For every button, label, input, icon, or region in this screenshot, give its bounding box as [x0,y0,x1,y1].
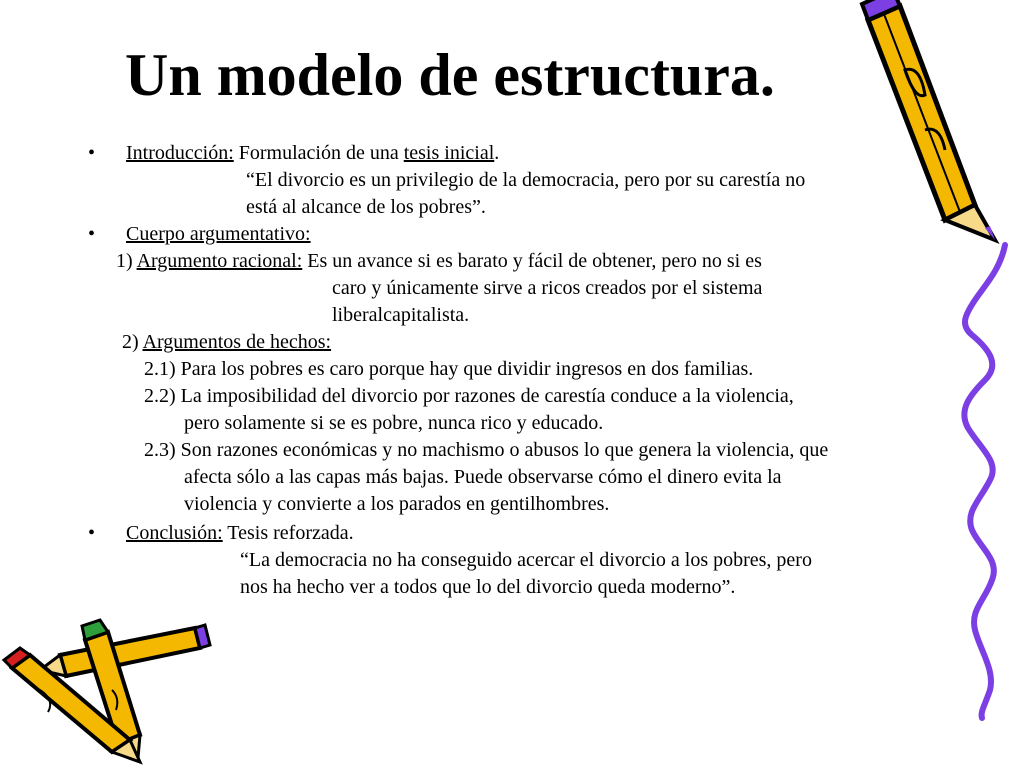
argument-2-3: afecta sólo a las capas más bajas. Puede observarse cómo el dinero evita la [184,466,782,488]
body-label: Cuerpo argumentativo: [126,223,311,245]
bullet-icon: • [88,522,96,544]
argument-1-line: liberalcapitalista. [332,304,470,326]
conclusion-text: Tesis reforzada. [222,522,354,544]
argument-2-label: Argumentos de hechos: [142,331,332,353]
slide-title: Un modelo de estructura. [125,42,775,108]
argument-2-line [122,329,331,356]
argument-2-2: pero solamente si se es pobre, nunca rico y educado. [184,412,604,434]
argument-2-1: 2.1) Para los pobres es caro porque hay que dividir ingresos en dos familias. [144,358,754,380]
argument-2-3: 2.3) Son razones económicas y no machismo o abusos lo que genera la violencia, que [144,439,829,461]
argument-2-3: violencia y convierte a los parados en gentilhombres. [184,493,610,515]
intro-text-end: . [494,142,500,164]
conclusion-quote-line: nos ha hecho ver a todos que lo del divorcio queda moderno”. [240,576,736,598]
conclusion-quote-line: “La democracia no ha conseguido acercar el divorcio a los pobres, pero [240,549,812,571]
argument-2-2: 2.2) La imposibilidad del divorcio por razones de carestía conduce a la violencia, [144,385,794,407]
bullet-icon: • [88,142,96,164]
argument-1-line: caro y únicamente sirve a ricos creados por el sistema [332,277,763,299]
pencil-icon [862,0,995,240]
argument-1-line [116,248,762,275]
squiggle-icon [964,245,1005,718]
argument-2-number: 2) [122,331,143,353]
conclusion-label: Conclusión: [126,522,223,544]
crossed-pencils-icon [4,620,210,762]
argument-1-text: Es un avance si es barato y fácil de obtener, pero no si es [302,250,762,272]
bullet-icon: • [88,223,96,245]
intro-quote-line: está al alcance de los pobres”. [246,196,486,218]
intro-quote-line: “El divorcio es un privilegio de la democracia, pero por su carestía no [246,169,806,191]
intro-label: Introducción: [126,142,234,164]
intro-text: Formulación de una [233,142,404,164]
argument-1-number: 1) [116,250,137,272]
intro-thesis: tesis inicial [403,142,495,164]
argument-1-label: Argumento racional: [136,250,303,272]
conclusion-line [126,520,354,547]
intro-line [126,140,499,167]
